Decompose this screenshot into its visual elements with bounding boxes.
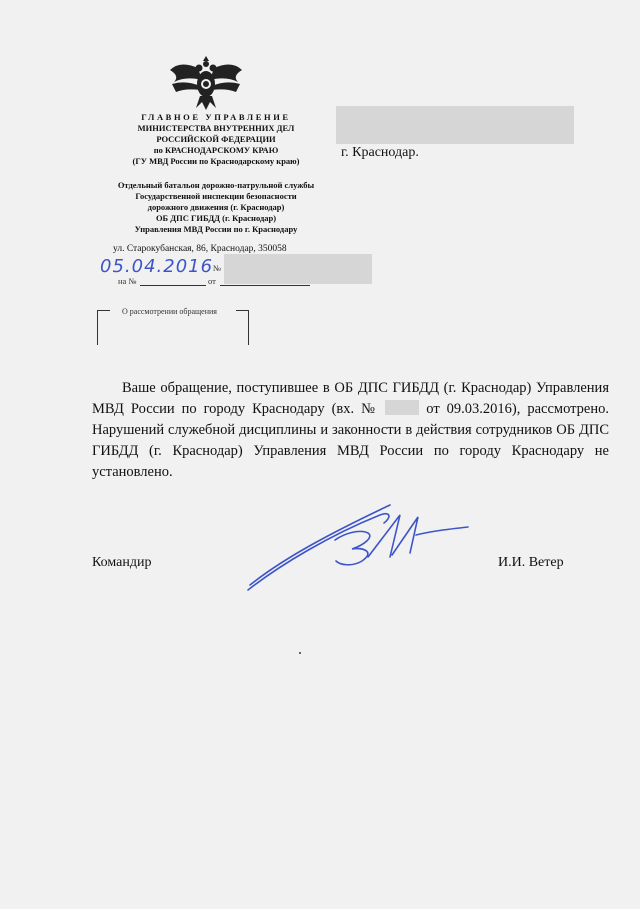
ref-number-label: на № [118,276,137,286]
unit-line: Отдельный батальон дорожно-патрульной службы [117,180,315,190]
subject-bracket-left [97,310,110,345]
organization-header [96,112,336,167]
subject-bracket-right [236,310,249,345]
redacted-recipient [336,106,574,144]
body-text-tail: от 09.03.2016), рассмотрено. Нарушений служебной дисциплины и законности в действия сотрудников ОБ ДПС ГИБДД (г. Краснодар) Управления МВД России по городу Краснодару не установлено. [92,401,609,480]
ref-date-line [220,285,310,286]
handwritten-signature [240,495,480,600]
org-line: МИНИСТЕРСТВА ВНУТРЕННИХ ДЕЛ [137,123,295,133]
unit-line: Государственной инспекции безопасности [135,191,297,201]
speck [299,652,301,654]
letter-body [92,378,609,483]
redacted-number [224,254,372,284]
signatory-name: И.И. Ветер [498,555,564,570]
body-paragraph [92,378,609,483]
signatory-position: Командир [92,555,152,570]
unit-header [96,180,336,235]
unit-line: ОБ ДПС ГИБДД (г. Краснодар) [155,213,277,223]
ref-number-line [140,285,206,286]
number-label: № [213,263,222,273]
handwritten-date: 05.04.2016 [100,256,214,277]
org-line: ГЛАВНОЕ УПРАВЛЕНИЕ [141,112,291,122]
double-headed-eagle-emblem [166,50,246,114]
body-text-part: Ваше обращение, поступившее в ОБ ДПС ГИБДД (г. Краснодар) Управления МВД России по городу Краснодару (вх. № [92,380,609,417]
org-line: (ГУ МВД России по Краснодарскому краю) [132,156,300,166]
recipient-city: г. Краснодар. [341,145,419,160]
redacted-incoming-number [385,400,419,415]
org-line: по КРАСНОДАРСКОМУ КРАЮ [153,145,279,155]
org-line: РОССИЙСКОЙ ФЕДЕРАЦИИ [156,134,276,144]
unit-line: Управления МВД России по г. Краснодару [134,224,298,234]
unit-line: дорожного движения (г. Краснодар) [147,202,285,212]
ref-date-label: от [208,276,216,286]
sender-address: ул. Старокубанская, 86, Краснодар, 350058 [113,244,287,254]
subject-line: О рассмотрении обращения [122,307,217,316]
